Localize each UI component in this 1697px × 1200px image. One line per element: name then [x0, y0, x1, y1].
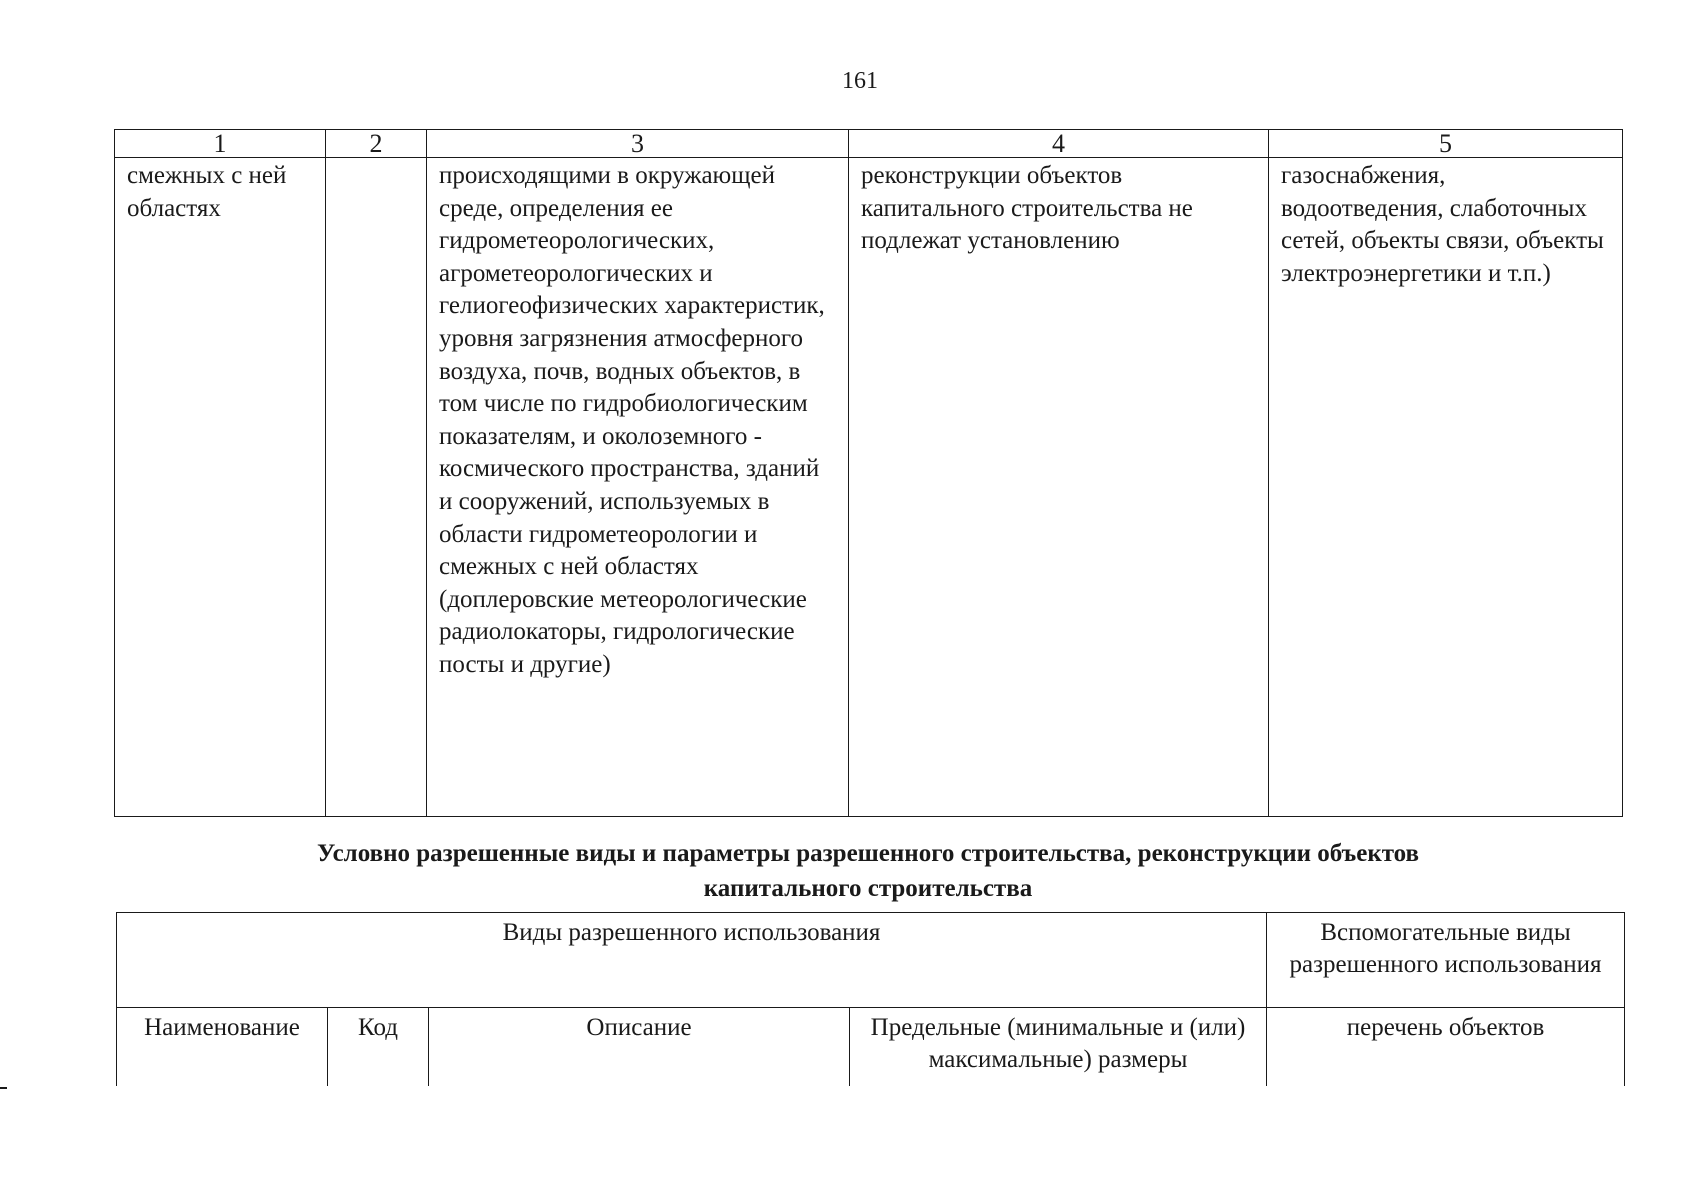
continuation-table	[114, 129, 1623, 817]
table-row	[115, 158, 1623, 817]
cell-code	[326, 158, 427, 817]
section-title	[114, 836, 1622, 906]
column-header-code: Код	[328, 1008, 429, 1087]
header-row	[117, 913, 1625, 1008]
auxiliary-header: Вспомогательные виды разрешенного использования	[1267, 913, 1625, 1008]
column-header-limits: Предельные (минимальные и (или) максимальные) размеры	[850, 1008, 1267, 1087]
column-number-1: 1	[115, 130, 326, 158]
cell-parameters: реконструкции объектов капитального строительства не подлежат установлению	[849, 158, 1269, 817]
subheader-row	[117, 1008, 1625, 1087]
column-number-5: 5	[1269, 130, 1623, 158]
column-number-2: 2	[326, 130, 427, 158]
group-header: Виды разрешенного использования	[117, 913, 1267, 1008]
section-title-line-1: Условно разрешенные виды и параметры разрешенного строительства, реконструкции объектов	[316, 840, 1420, 867]
column-number-row	[115, 130, 1623, 158]
edge-mark	[0, 1087, 7, 1089]
column-header-objects: перечень объектов	[1267, 1008, 1625, 1087]
cell-description: происходящими в окружающей среде, определения ее гидрометеорологических, агрометеорологических и гелиогеофизических характеристик, уровня загрязнения атмосферного воздуха, почв, водных объектов, в том числе по гидробиологическим показателям, и околоземного - космического пространства, зданий и сооружений, используемых в области гидрометеорологии и смежных с ней областях (доплеровские метеорологические радиолокаторы, гидрологические посты и другие)	[427, 158, 849, 817]
conditional-uses-table	[116, 912, 1625, 1086]
column-header-description: Описание	[429, 1008, 850, 1087]
column-number-4: 4	[849, 130, 1269, 158]
page-number: 161	[842, 68, 878, 94]
column-number-3: 3	[427, 130, 849, 158]
section-title-line-2: капитального строительства	[703, 875, 1033, 902]
cell-name: смежных с ней областях	[115, 158, 326, 817]
column-header-name: Наименование	[117, 1008, 328, 1087]
cell-auxiliary: газоснабжения, водоотведения, слаботочных сетей, объекты связи, объекты электроэнергетики и т.п.)	[1269, 158, 1623, 817]
